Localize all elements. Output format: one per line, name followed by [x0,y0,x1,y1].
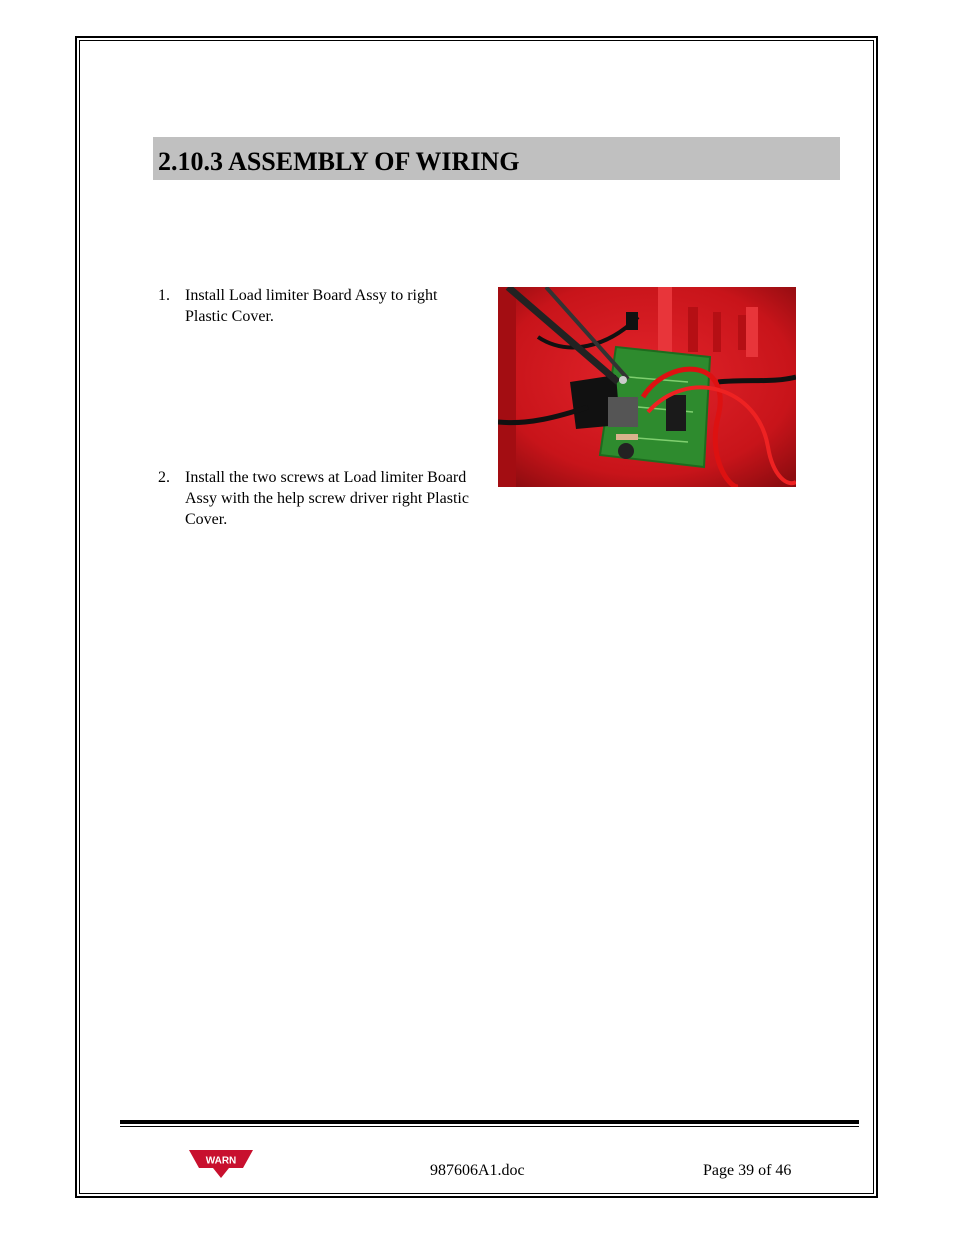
page-border-inner [79,40,874,1194]
step-number: 2. [158,469,170,486]
circuit-board-photo [498,287,796,487]
page-number: Page 39 of 46 [703,1162,792,1179]
logo-text: WARN [205,1155,237,1167]
step-text: Install Load limiter Board Assy to right Plastic Cover. [185,287,438,325]
step-text: Install the two screws at Load limiter Board Assy with the help screw driver right Plastic Cover. [185,469,469,528]
document-name: 987606A1.doc [430,1162,525,1179]
section-heading: 2.10.3 ASSEMBLY OF WIRING [153,137,840,180]
warn-logo [189,1148,253,1180]
footer-rule-thin [120,1126,859,1127]
step-item [158,467,478,530]
step-item [158,285,478,327]
step-number: 1. [158,287,170,304]
footer-rule [120,1120,859,1124]
